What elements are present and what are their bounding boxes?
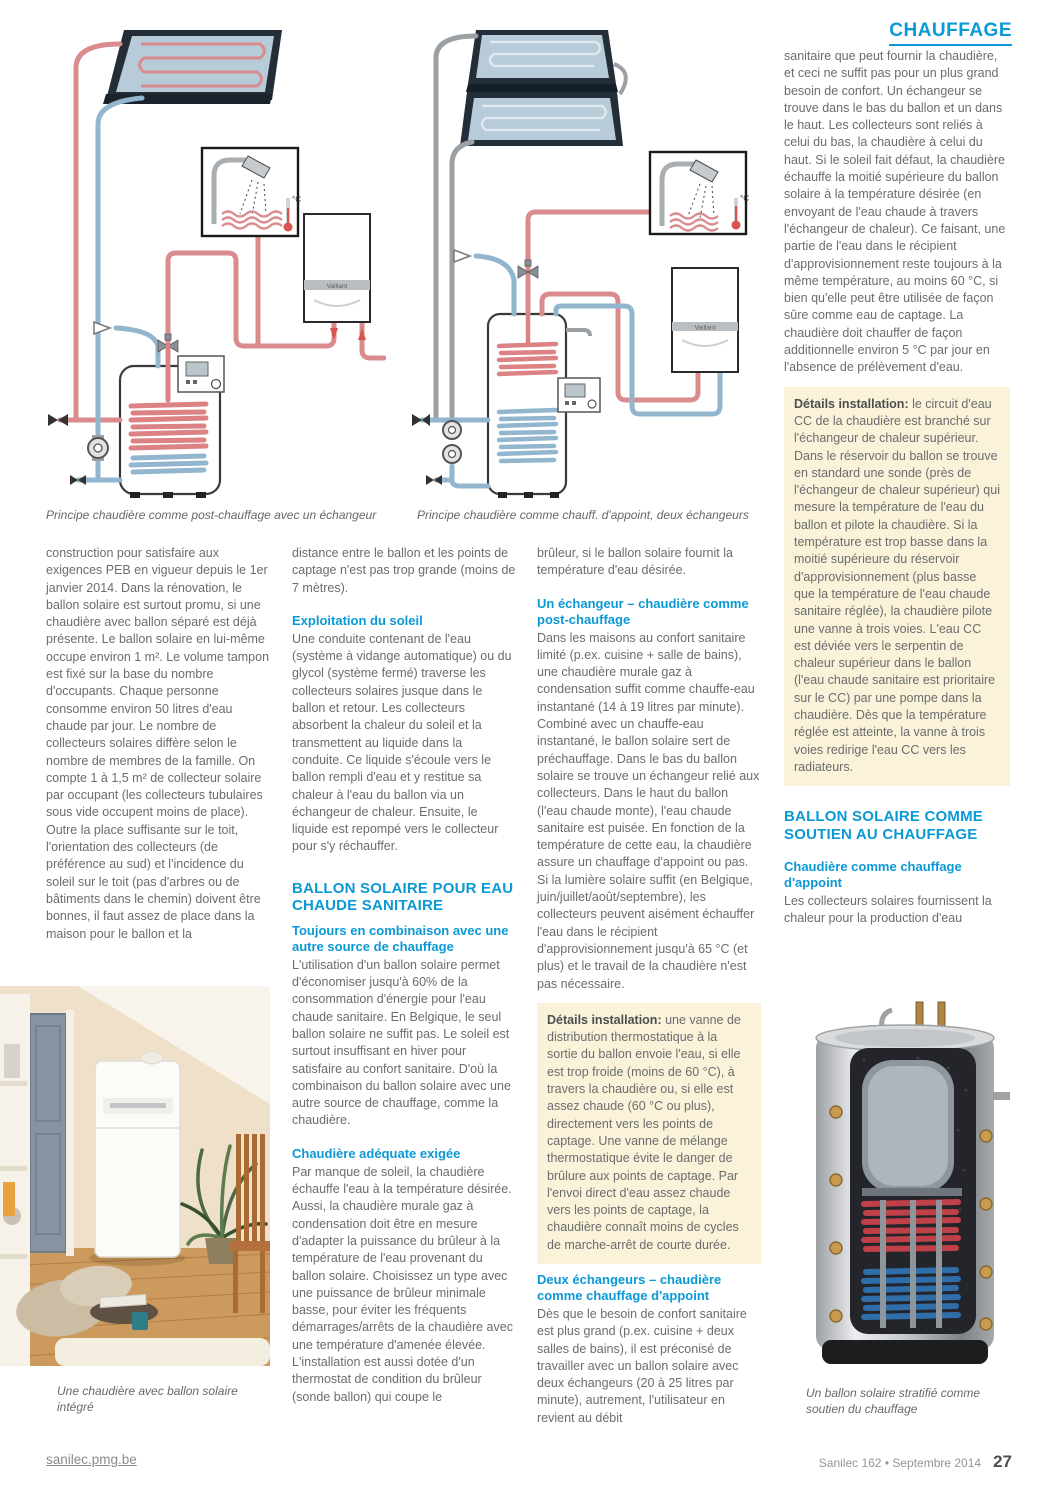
diagram-caption-right: Principe chaudière comme chauff. d'appoint, deux échangeurs: [417, 508, 749, 522]
subheading: Chaudière adéquate exigée: [292, 1145, 461, 1161]
column-2: [292, 545, 516, 1406]
body-paragraph: L'utilisation d'un ballon solaire permet d'économiser jusqu'à 60% de la consommation d'énergie pour l'eau chaude sanitaire. En Belgique, le seul ballon solaire ne suffit pas. Le soleil est surtout insuffisant en hiver pour satisfaire au confort sanitaire. D'où la combinaison du ballon solaire avec une autre source de chauffage, comme la chaudière.: [292, 957, 511, 1128]
shower-icon: [202, 148, 301, 236]
body-paragraph: Par manque de soleil, la chaudière échauffe l'eau à la température désirée. Aussi, la chaudière murale gaz à condensation doit être en mesure d'adapter la puissance du brûleur à la température de l'eau provenant du ballon solaire. Choisissez un type avec une puissance de brûleur minimale basse, pour éviter les fréquents démarrages/arrêts de la chaudière avec une température d'amenée élevée. L'installation est aussi dotée d'un thermostat de condition du brûleur (sonde ballon) qui coupe le: [292, 1164, 513, 1404]
boiler-icon: [304, 214, 370, 340]
cold-water-arrow: [454, 250, 470, 262]
shower-icon: [650, 152, 749, 234]
flow-up-arrow: [358, 328, 366, 340]
column-4: [784, 48, 1010, 928]
detail-box: [537, 1003, 761, 1264]
body-paragraph: sanitaire que peut fournir la chaudière, et ceci ne suffit pas pour un plus grand besoin de confort. Un échangeur se trouve dans le bas du ballon et un dans le haut. Les collecteurs sont reliés à celui du bas, la chaudière à celui du haut. Si le soleil fait défaut, la chaudière échauffe la moitié supérieure du ballon solaire à la température désirée (en envoyant de l'eau chaude à travers l'échangeur de chaleur). Ce faisant, une partie de l'eau dans le récipient d'approvisionnement reste toujours à la même température, au moins 60 °C, si bien qu'elle peut être utilisée de façon sûre comme eau de captage. La chaudière doit chauffer de façon additionnelle environ 5 °C par jour en l'absence de prélèvement d'eau.: [784, 49, 1006, 375]
subheading: Chaudière comme chauffage d'appoint: [784, 859, 962, 891]
body-paragraph: Dans les maisons au confort sanitaire limité (p.ex. cuisine + salle de bains), une chaudière murale gaz à condensation suffit comme chauffe-eau instantané (14 à 19 litres par minute). Combiné avec un chauffe-eau instantané, le ballon solaire sert de préchauffage. Dans le bas du ballon solaire se trouve un échangeur relié aux collecteurs. Dans le haut du ballon (l'eau chaude monte), l'eau chaude sanitaire est puisée. En fonction de la température de cette eau, la chaudière assure un chauffage d'appoint ou pas. Si la lumière solaire suffit (en Belgique, juin/juillet/août/septembre), les collecteurs peuvent aisément échauffer l'eau dans le récipient d'approvisionnement jusqu'à 65 °C (et plus) et le travail de la chaudière n'est pas nécessaire.: [537, 630, 760, 991]
body-paragraph: Les collecteurs solaires fournissent la chaleur pour la production d'eau: [784, 894, 992, 926]
door: [30, 1010, 74, 1256]
detail-box: [784, 387, 1010, 787]
subheading: Deux échangeurs – chaudière comme chauffage d'appoint: [537, 1271, 722, 1303]
body-paragraph: brûleur, si le ballon solaire fournit la température d'eau désirée.: [537, 546, 733, 578]
cold-water-arrow: [94, 322, 110, 334]
section-heading: BALLON SOLAIRE COMME SOUTIEN AU CHAUFFAGE: [784, 808, 983, 843]
body-paragraph: construction pour satisfaire aux exigences PEB en vigueur depuis le 1er janvier 2014. Dans la rénovation, le ballon solaire est surtout promu, si une chaudière avec ballon séparé est déjà présente. Le ballon solaire en lui-même occupe environ 1 m². Le volume tampon est fixé sur la base du nombre d'occupants. Chaque personne consomme environ 50 litres d'eau chaude par jour. Le nombre de collecteurs solaires diffère selon le nombre de membres de la famille. On compte 1 à 1,5 m² de collecteur solaire par occupant (les collecteurs tubulaires sous vide occupent moins de place). Outre la place suffisante sur le toit, l'orientation des collecteurs (de préférence au sud) et l'incidence du soleil sur le toit (pas d'arbres ou de bâtiments dans le chemin) doivent être bonnes, il faut assez de place dans la maison pour le ballon et la: [46, 546, 270, 941]
tank-control-panel: [558, 378, 600, 412]
rug: [55, 1338, 270, 1366]
subheading: Exploitation du soleil: [292, 612, 423, 628]
photo-boiler-interior: [0, 986, 270, 1366]
valve-icon: [412, 414, 442, 485]
subheading: Toujours en combinaison avec une autre source de chauffage: [292, 922, 509, 954]
subheading: Un échangeur – chaudière comme post-chauffage: [537, 595, 749, 627]
diagram-caption-left: Principe chaudière comme post-chauffage avec un échangeur: [46, 508, 377, 522]
svg-text:Vaillant: Vaillant: [326, 283, 348, 290]
solar-collector-icon: [103, 30, 282, 104]
photo-caption-left: Une chaudière avec ballon solaire intégré: [57, 1384, 238, 1414]
shower-red-pipe: [528, 212, 650, 314]
pump-icon: [88, 435, 108, 461]
column-3: [537, 545, 761, 1427]
footer-issue-info: [819, 1452, 1012, 1472]
photo-caption-right: Un ballon solaire stratifié comme soutien du chauffage: [806, 1386, 981, 1416]
detail-box-text: le circuit d'eau CC de la chaudière est branché sur l'échangeur de chaleur supérieur. Dans le réservoir du ballon se trouve en standard une sonde (près de l'échangeur de chaleur supérieur) qui mesure la température de l'eau du ballon et pilote la chaudière. Si la température est trop basse dans la moitié supérieure du réservoir d'approvisionnement (plus basse que la température de l'eau chaude sanitaire réglée), la chaudière pilote une vanne à trois voies. L'eau CC est déviée vers le serpentin de chaleur supérieur dans le ballon (l'eau chaude sanitaire est prioritaire sur le CC) par une pompe dans la chaudière. Dès que la température réglée est atteinte, la vanne à trois voies redirige l'eau CC vers les radiateurs.: [794, 396, 1000, 774]
body-paragraph: distance entre le ballon et les points de captage n'est pas trop grande (moins de 7 mètres).: [292, 546, 516, 595]
column-1: [46, 545, 270, 943]
tank-coil-blue: [131, 456, 206, 472]
tank-control-panel: [178, 356, 224, 392]
boiler-icon: [672, 268, 738, 372]
tank-outlet-pipe: [566, 330, 590, 336]
body-paragraph: Dès que le besoin de confort sanitaire est plus grand (p.ex. cuisine + deux salles de bains), il est préconisé de travailler avec un ballon solaire avec deux échangeurs (20 à 25 litres par minute), autrement, l'utilisateur en revient au débit: [537, 1306, 747, 1425]
floor-standing-boiler: [89, 1052, 185, 1266]
svg-text:°C: °C: [740, 194, 749, 203]
detail-box-lead: Détails installation:: [547, 1012, 662, 1027]
solar-collector-icon: [460, 30, 626, 146]
diagram-two-exchangers: [410, 28, 780, 498]
page-title: CHAUFFAGE: [889, 20, 1012, 46]
valve-icon: [48, 414, 86, 485]
side-outlet: [992, 1092, 1010, 1100]
section-heading: BALLON SOLAIRE POUR EAU CHAUDE SANITAIRE: [292, 879, 514, 915]
detail-box-text: une vanne de distribution thermostatique à la sortie du ballon envoie l'eau, si elle est trop froide (moins de 60 °C), à travers la chaudière ou, si elle est assez chaude (60 °C ou plus), directement vers les points de captage. Une vanne de mélange thermostatique évite le danger de brûlure aux points de captage. Par l'envoi direct d'eau assez chaude vers les points de captage, la chaudière connaît moins de cycles de marche-arrêt de courte durée.: [547, 1012, 741, 1252]
pump-icon: [443, 421, 461, 463]
footer-page-number: 27: [993, 1452, 1012, 1471]
footer-issue-text: Sanilec 162 • Septembre 2014: [818, 1456, 982, 1470]
body-paragraph: Une conduite contenant de l'eau (système à vidange automatique) ou du glycol (système fermé) traverse les collecteurs solaires jusque dans le ballon et retour. Les collecteurs absorbent la chaleur du soleil et la transmettent au liquide dans la conduite. Ce liquide s'écoule vers le ballon rempli d'eau et y restitue sa chaleur à l'eau du ballon via un échangeur de chaleur. Ensuite, le liquide est repompé vers le collecteur pour s'y réchauffer.: [292, 631, 512, 854]
svg-text:Vaillant: Vaillant: [694, 324, 716, 332]
diagram-one-exchanger: [46, 28, 386, 498]
mug: [132, 1312, 148, 1330]
photo-stratified-tank: [798, 1000, 1012, 1372]
flow-down-arrow: [330, 328, 338, 340]
svg-text:°C: °C: [292, 195, 301, 204]
footer-site-link[interactable]: sanilec.pmg.be: [46, 1452, 137, 1467]
detail-box-lead: Détails installation:: [794, 396, 909, 411]
